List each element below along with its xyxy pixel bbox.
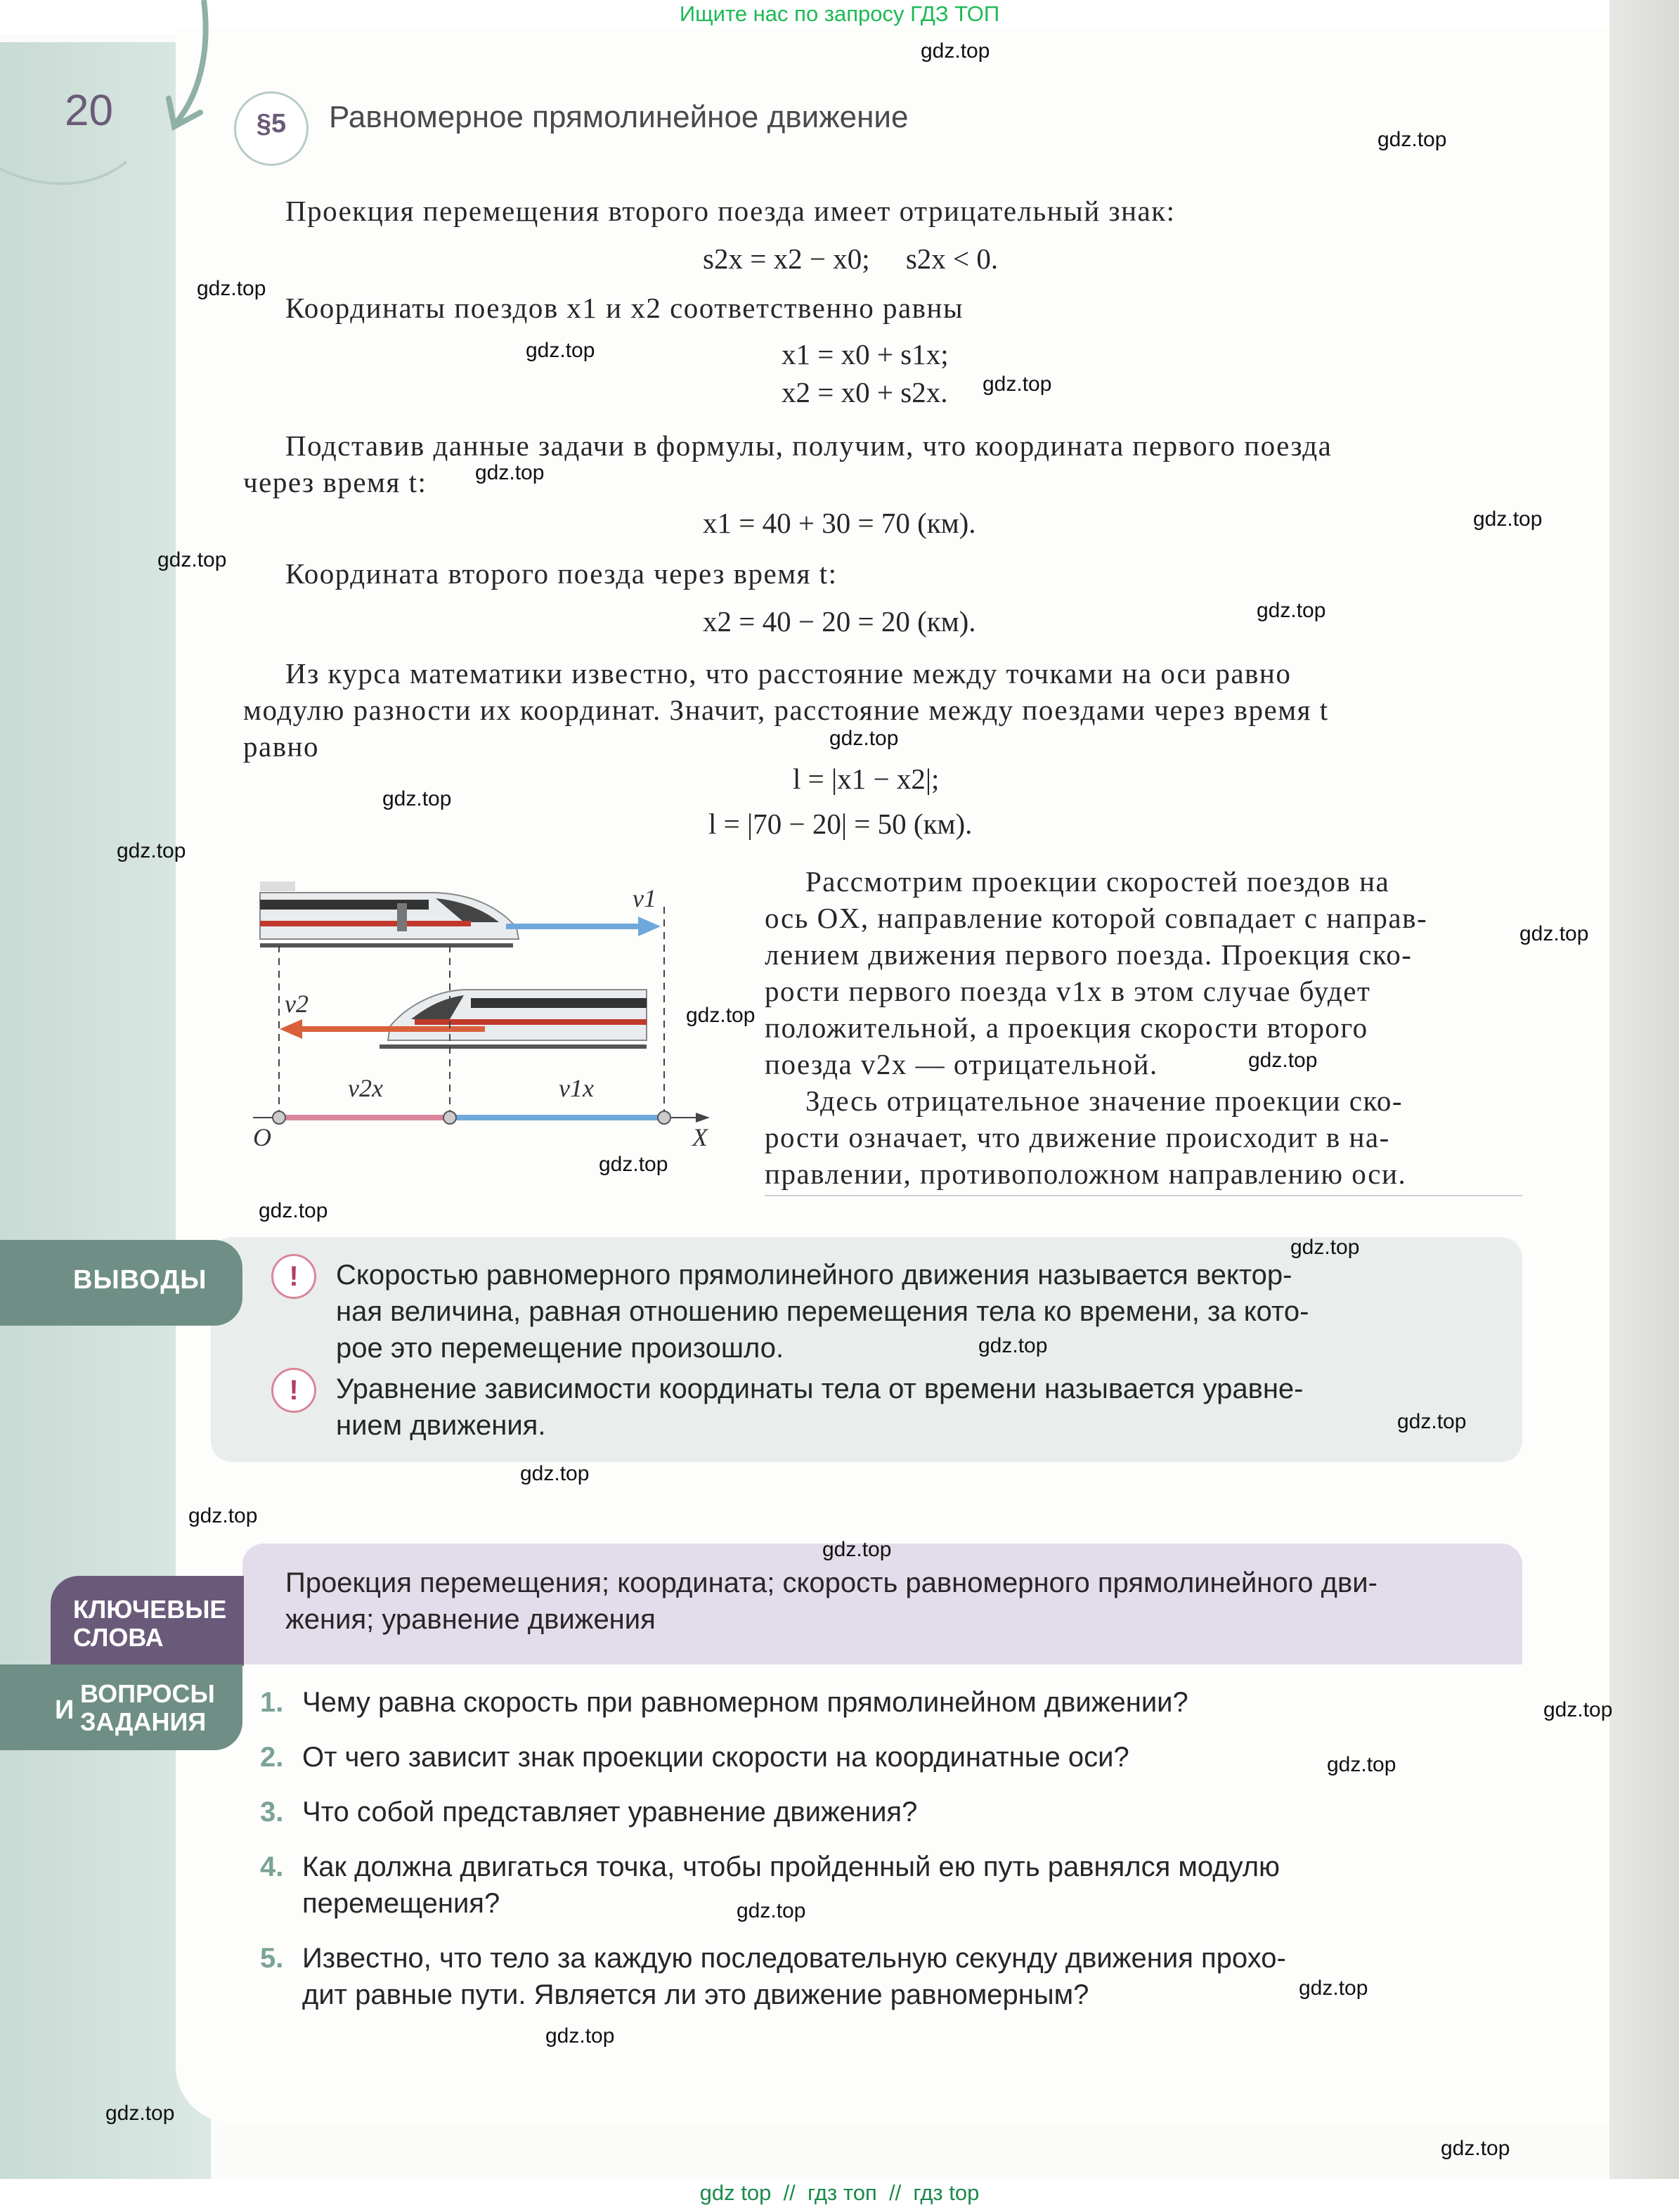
watermark: gdz.top: [1441, 2137, 1510, 2160]
conclusion-1-line-3: рое это перемещение произошло.: [336, 1333, 784, 1364]
right-col-line-4: рости первого поезда v1x в этом случае будет: [765, 975, 1371, 1007]
question-number: 5.: [260, 1943, 284, 1974]
paragraph-3-line-2: через время t:: [243, 466, 427, 498]
watermark: gdz.top: [1257, 599, 1326, 622]
questions-tab-line-2: ЗАДАНИЯ: [80, 1707, 207, 1736]
paragraph-5-line-1: Из курса математики известно, что расстояние между точками на оси равно: [285, 657, 1292, 690]
divider: [765, 1195, 1522, 1196]
section-title: Равномерное прямолинейное движение: [329, 100, 909, 134]
watermark: gdz.top: [526, 339, 595, 362]
watermark: gdz.top: [737, 1899, 806, 1922]
watermark: gdz.top: [382, 787, 452, 810]
keywords-tab-line-2: СЛОВА: [73, 1623, 164, 1652]
watermark: gdz.top: [1299, 1977, 1368, 2000]
train-1: [260, 881, 519, 939]
watermark: gdz.top: [1519, 922, 1589, 945]
right-col-line-8: рости означает, что движение происходит в на-: [765, 1121, 1390, 1153]
watermark: gdz.top: [188, 1504, 258, 1527]
watermark: gdz.top: [520, 1462, 590, 1485]
watermark: gdz.top: [822, 1538, 892, 1561]
question-2-line-1: От чего зависит знак проекции скорости на координатные оси?: [302, 1742, 1129, 1773]
watermark: gdz.top: [105, 2102, 175, 2125]
point-o: [273, 1111, 285, 1124]
questions-tab-line-1: ВОПРОСЫ: [80, 1679, 215, 1708]
conclusion-2-line-1: Уравнение зависимости координаты тела от времени называется уравне-: [336, 1373, 1304, 1404]
keywords-line-2: жения; уравнение движения: [285, 1604, 656, 1635]
keywords-line-1: Проекция перемещения; координата; скорость равномерного прямолинейного дви-: [285, 1567, 1377, 1598]
watermark: gdz.top: [157, 548, 227, 571]
paragraph-5-line-2: модулю разности их координат. Значит, расстояние между поездами через время t: [243, 694, 1329, 726]
right-col-line-6: поезда v2x — отрицательной.: [765, 1048, 1158, 1080]
watermark: gdz.top: [475, 461, 545, 484]
keywords-tab-line-1: КЛЮЧЕВЫЕ: [73, 1595, 227, 1624]
watermark: gdz.top: [829, 727, 899, 750]
page-number: 20: [65, 86, 113, 135]
watermark: gdz.top: [983, 373, 1052, 396]
v2x-label: v2x: [348, 1074, 383, 1102]
right-col-line-5: положительной, а проекция скорости второго: [765, 1011, 1368, 1044]
conclusion-1-line-2: ная величина, равная отношению перемещения тела ко времени, за кото-: [336, 1296, 1309, 1327]
watermark: gdz.top: [1248, 1049, 1318, 1072]
formula-1: s2x = x2 − x0; s2x < 0.: [703, 242, 999, 275]
question-number: 4.: [260, 1851, 284, 1882]
v1-arrowhead-icon: [638, 917, 661, 936]
watermark: gdz.top: [1290, 1236, 1360, 1259]
v1-label: v1: [633, 884, 656, 912]
question-5-line-2: дит равные пути. Является ли это движение равномерным?: [302, 1979, 1089, 2010]
watermark: gdz.top: [1473, 507, 1543, 531]
watermark: gdz.top: [686, 1004, 756, 1027]
v2-label: v2: [285, 990, 309, 1018]
top-banner[interactable]: Ищите нас по запросу ГДЗ ТОП: [679, 1, 1000, 26]
question-number: 3.: [260, 1797, 284, 1828]
exclamation-icon: !: [271, 1368, 316, 1413]
right-col-line-7: Здесь отрицательное значение проекции ско-: [805, 1085, 1403, 1117]
x-axis-arrowhead-icon: [696, 1113, 710, 1123]
v2-arrowhead-icon: [280, 1019, 302, 1039]
question-number: 2.: [260, 1742, 284, 1773]
paragraph-1: Проекция перемещения второго поезда имеет отрицательный знак:: [285, 195, 1176, 227]
question-5-line-1: Известно, что тело за каждую последовательную секунду движения прохо-: [302, 1943, 1286, 1974]
track-2: [380, 1044, 647, 1049]
page-binding-edge: [1609, 0, 1679, 2212]
v1x-label: v1x: [559, 1074, 594, 1102]
formula-4: x2 = 40 − 20 = 20 (км).: [703, 605, 976, 638]
exclamation-icon: !: [271, 1254, 316, 1299]
track-1: [260, 943, 513, 947]
point-end: [658, 1111, 670, 1124]
watermark: gdz.top: [259, 1199, 328, 1222]
question-number: 1.: [260, 1687, 284, 1718]
question-4-line-2: перемещения?: [302, 1888, 500, 1919]
watermark: gdz.top: [921, 39, 990, 63]
right-col-line-3: лением движения первого поезда. Проекция ско-: [765, 938, 1413, 971]
watermark: gdz.top: [197, 277, 266, 300]
watermark: gdz.top: [978, 1334, 1048, 1357]
formula-2b: x2 = x0 + s2x.: [782, 376, 948, 408]
formula-3: x1 = 40 + 30 = 70 (км).: [703, 507, 976, 539]
right-col-line-1: Рассмотрим проекции скоростей поездов на: [805, 865, 1390, 898]
train-2: [388, 990, 647, 1040]
formula-5b: l = |70 − 20| = 50 (км).: [708, 808, 973, 840]
question-1-line-1: Чему равна скорость при равномерном прямолинейном движении?: [302, 1687, 1188, 1718]
formula-5a: l = |x1 − x2|;: [793, 763, 940, 795]
watermark: gdz.top: [1377, 128, 1447, 151]
origin-label: O: [253, 1123, 271, 1151]
paragraph-5-line-3: равно: [243, 730, 319, 763]
questions-tab-prefix: И: [55, 1695, 74, 1725]
watermark: gdz.top: [1543, 1698, 1613, 1721]
conclusion-2-line-2: нием движения.: [336, 1410, 546, 1441]
right-col-line-2: ось OX, направление которой совпадает с направ-: [765, 902, 1428, 934]
bottom-banner[interactable]: gdz top // гдз топ // гдз top: [699, 2180, 980, 2205]
point-mid: [443, 1111, 456, 1124]
trains-figure: [253, 879, 731, 1174]
watermark: gdz.top: [1397, 1410, 1467, 1433]
question-3-line-1: Что собой представляет уравнение движения?: [302, 1797, 918, 1828]
axis-label: X: [692, 1123, 708, 1151]
watermark: gdz.top: [117, 839, 186, 862]
paragraph-4: Координата второго поезда через время t:: [285, 557, 838, 590]
question-4-line-1: Как должна двигаться точка, чтобы пройденный ею путь равнялся модулю: [302, 1851, 1281, 1882]
conclusions-tab-label: ВЫВОДЫ: [73, 1265, 207, 1295]
section-badge-label: §5: [256, 109, 287, 138]
conclusion-1-line-1: Скоростью равномерного прямолинейного движения называется вектор-: [336, 1260, 1292, 1291]
formula-2a: x1 = x0 + s1x;: [782, 338, 949, 370]
watermark: gdz.top: [1327, 1753, 1396, 1776]
paragraph-3-line-1: Подставив данные задачи в формулы, получим, что координата первого поезда: [285, 429, 1333, 462]
watermark: gdz.top: [599, 1153, 668, 1176]
right-col-line-9: правлении, противоположном направлению оси.: [765, 1158, 1407, 1190]
watermark: gdz.top: [545, 2024, 615, 2048]
paragraph-2: Координаты поездов x1 и x2 соответственно равны: [285, 292, 964, 324]
